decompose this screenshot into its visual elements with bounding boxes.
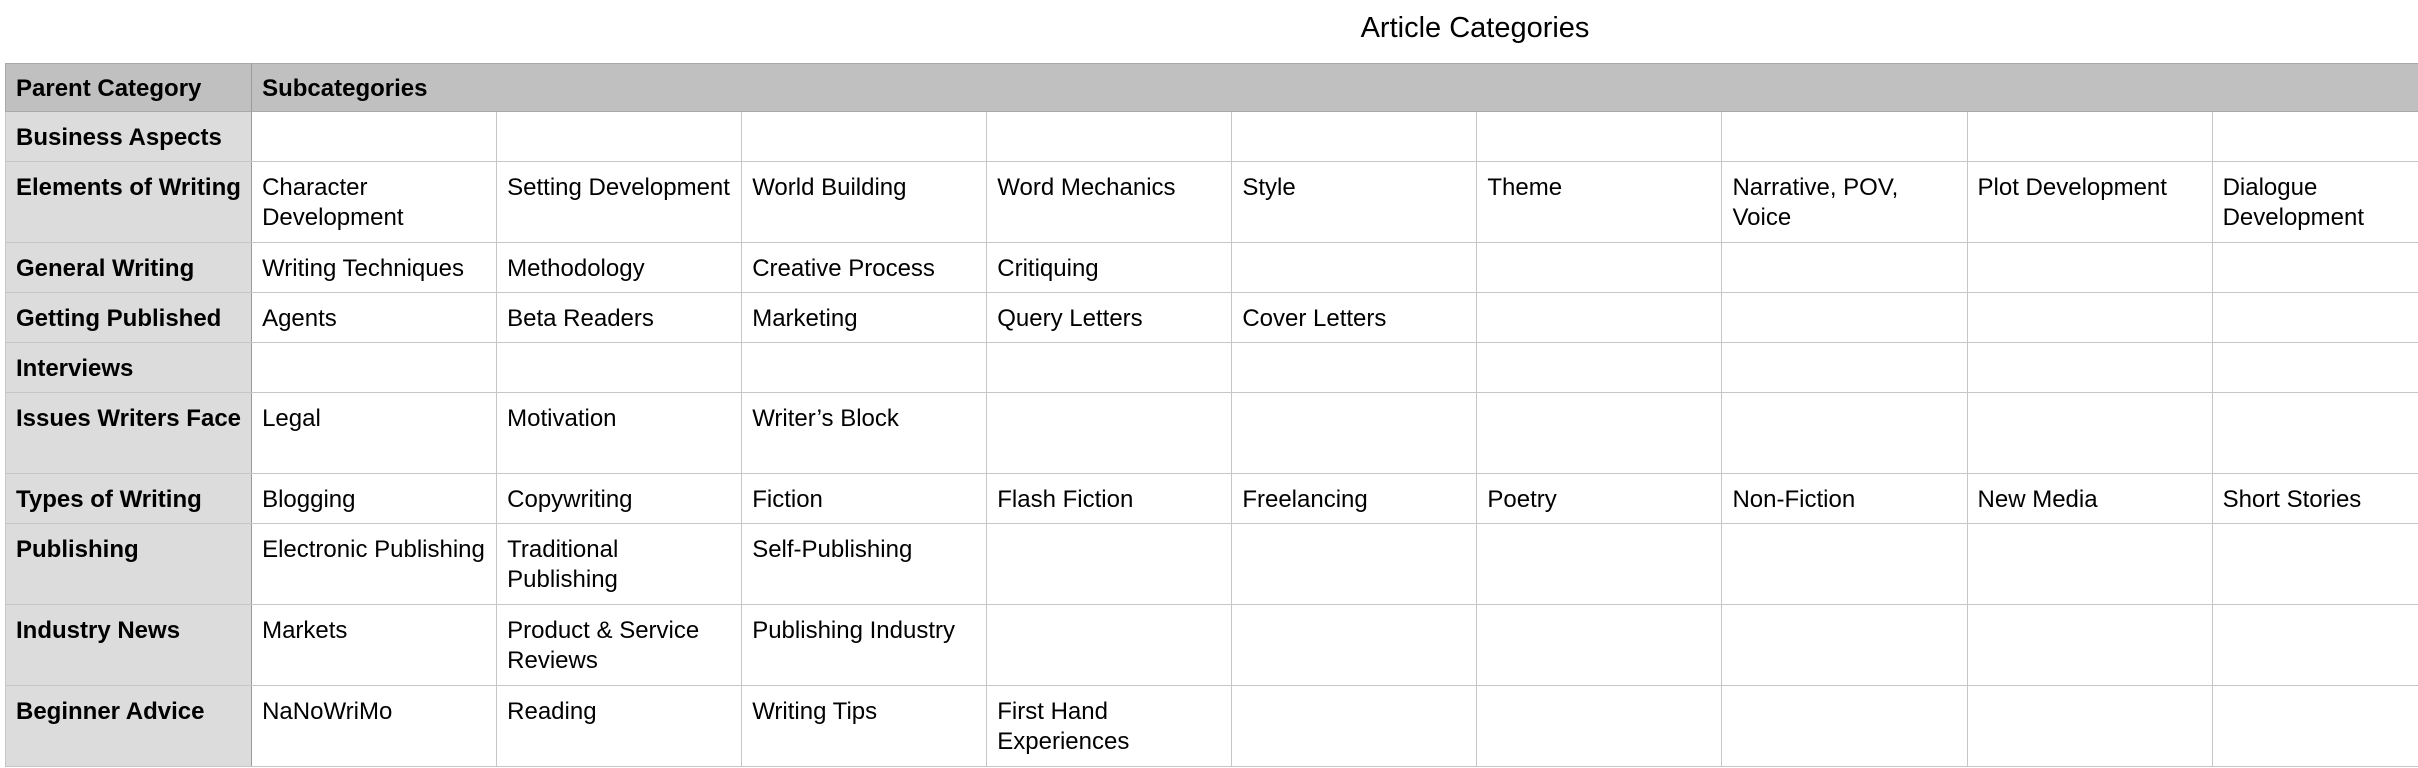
- subcategory-cell[interactable]: [2212, 343, 2418, 393]
- subcategory-cell[interactable]: [1722, 524, 1967, 605]
- subcategory-cell[interactable]: Word Mechanics: [987, 162, 1232, 243]
- subcategory-cell[interactable]: [1232, 243, 1477, 293]
- subcategory-cell[interactable]: [1722, 243, 1967, 293]
- subcategory-cell[interactable]: [497, 343, 742, 393]
- subcategory-cell[interactable]: [1967, 112, 2212, 162]
- table-row: [6, 524, 2418, 605]
- subcategory-cell[interactable]: [1477, 686, 1722, 767]
- parent-category-cell[interactable]: General Writing: [6, 243, 252, 293]
- subcategory-cell[interactable]: Theme: [1477, 162, 1722, 243]
- subcategory-cell[interactable]: Non-Fiction: [1722, 474, 1967, 524]
- table-row: [6, 243, 2418, 293]
- subcategory-cell[interactable]: Motivation: [497, 393, 742, 474]
- subcategory-cell[interactable]: [1232, 343, 1477, 393]
- subcategory-cell[interactable]: [2212, 686, 2418, 767]
- table-row: [6, 112, 2418, 162]
- table-row: [6, 605, 2418, 686]
- subcategory-cell[interactable]: [742, 112, 987, 162]
- subcategory-cell[interactable]: Critiquing: [987, 243, 1232, 293]
- subcategory-cell[interactable]: [1477, 293, 1722, 343]
- subcategory-cell[interactable]: Markets: [252, 605, 497, 686]
- subcategory-cell[interactable]: Electronic Publishing: [252, 524, 497, 605]
- table-row: [6, 343, 2418, 393]
- table-row: [6, 393, 2418, 474]
- subcategory-cell[interactable]: [1967, 524, 2212, 605]
- subcategory-cell[interactable]: Writer’s Block: [742, 393, 987, 474]
- parent-category-cell[interactable]: Issues Writers Face: [6, 393, 252, 474]
- subcategory-cell[interactable]: [1722, 393, 1967, 474]
- subcategory-cell[interactable]: Legal: [252, 393, 497, 474]
- parent-category-cell[interactable]: Business Aspects: [6, 112, 252, 162]
- subcategory-cell[interactable]: [1477, 393, 1722, 474]
- subcategory-cell[interactable]: Setting Development: [497, 162, 742, 243]
- subcategory-cell[interactable]: Flash Fiction: [987, 474, 1232, 524]
- parent-category-cell[interactable]: Publishing: [6, 524, 252, 605]
- subcategory-cell[interactable]: [987, 605, 1232, 686]
- subcategory-cell[interactable]: Writing Tips: [742, 686, 987, 767]
- header-row: [6, 64, 2418, 112]
- page-title: Article Categories: [1360, 12, 1590, 44]
- subcategory-cell[interactable]: [1232, 524, 1477, 605]
- subcategory-cell[interactable]: [2212, 605, 2418, 686]
- subcategory-cell[interactable]: [2212, 393, 2418, 474]
- subcategory-cell[interactable]: Self-Publishing: [742, 524, 987, 605]
- table-row: [6, 162, 2418, 243]
- subcategory-cell[interactable]: [1722, 293, 1967, 343]
- table-row: [6, 686, 2418, 767]
- subcategory-cell[interactable]: Writing Techniques: [252, 243, 497, 293]
- subcategory-cell[interactable]: [497, 112, 742, 162]
- subcategory-cell[interactable]: Blogging: [252, 474, 497, 524]
- subcategory-cell[interactable]: Narrative, POV, Voice: [1722, 162, 1967, 243]
- subcategory-cell[interactable]: Product & Service Reviews: [497, 605, 742, 686]
- subcategory-cell[interactable]: World Building: [742, 162, 987, 243]
- subcategory-cell[interactable]: Style: [1232, 162, 1477, 243]
- subcategory-cell[interactable]: [1967, 343, 2212, 393]
- subcategory-cell[interactable]: [2212, 243, 2418, 293]
- subcategory-cell[interactable]: Traditional Publishing: [497, 524, 742, 605]
- subcategory-cell[interactable]: [1232, 112, 1477, 162]
- subcategory-cell[interactable]: Cover Letters: [1232, 293, 1477, 343]
- subcategory-cell[interactable]: [1722, 605, 1967, 686]
- subcategory-cell[interactable]: Reading: [497, 686, 742, 767]
- subcategory-cell[interactable]: [1477, 112, 1722, 162]
- parent-category-cell[interactable]: Getting Published: [6, 293, 252, 343]
- subcategory-cell[interactable]: [1967, 393, 2212, 474]
- subcategory-cell[interactable]: [987, 112, 1232, 162]
- subcategory-cell[interactable]: [2212, 293, 2418, 343]
- subcategory-cell[interactable]: [1967, 243, 2212, 293]
- subcategory-cell[interactable]: [252, 112, 497, 162]
- subcategory-cell[interactable]: [1477, 243, 1722, 293]
- subcategory-cell[interactable]: [1477, 605, 1722, 686]
- subcategory-cell[interactable]: [1967, 605, 2212, 686]
- subcategory-cell[interactable]: Creative Process: [742, 243, 987, 293]
- parent-category-cell[interactable]: Elements of Writing: [6, 162, 252, 243]
- subcategory-cell[interactable]: Character Development: [252, 162, 497, 243]
- subcategory-cell[interactable]: Agents: [252, 293, 497, 343]
- subcategory-cell[interactable]: [987, 393, 1232, 474]
- subcategory-cell[interactable]: [1477, 343, 1722, 393]
- subcategory-cell[interactable]: [1232, 393, 1477, 474]
- subcategory-cell[interactable]: Poetry: [1477, 474, 1722, 524]
- table-row: [6, 293, 2418, 343]
- parent-category-cell[interactable]: Types of Writing: [6, 474, 252, 524]
- subcategory-cell[interactable]: Short Stories: [2212, 474, 2418, 524]
- subcategory-cell[interactable]: First Hand Experiences: [987, 686, 1232, 767]
- subcategory-cell[interactable]: [2212, 112, 2418, 162]
- subcategory-cell[interactable]: [1477, 524, 1722, 605]
- subcategory-cell[interactable]: Publishing Industry: [742, 605, 987, 686]
- article-categories-table: [5, 63, 2418, 767]
- header-subcategories[interactable]: Subcategories: [252, 64, 2418, 112]
- parent-category-cell[interactable]: Industry News: [6, 605, 252, 686]
- subcategory-cell[interactable]: Marketing: [742, 293, 987, 343]
- subcategory-cell[interactable]: NaNoWriMo: [252, 686, 497, 767]
- subcategory-cell[interactable]: [2212, 524, 2418, 605]
- subcategory-cell[interactable]: New Media: [1967, 474, 2212, 524]
- subcategory-cell[interactable]: Copywriting: [497, 474, 742, 524]
- subcategory-cell[interactable]: Dialogue Development: [2212, 162, 2418, 243]
- subcategory-cell[interactable]: Freelancing: [1232, 474, 1477, 524]
- subcategory-cell[interactable]: [1722, 686, 1967, 767]
- subcategory-cell[interactable]: [1232, 605, 1477, 686]
- subcategory-cell[interactable]: [987, 343, 1232, 393]
- subcategory-cell[interactable]: [1722, 112, 1967, 162]
- subcategory-cell[interactable]: Plot Development: [1967, 162, 2212, 243]
- table-row: [6, 474, 2418, 524]
- subcategory-cell[interactable]: [742, 343, 987, 393]
- subcategory-cell[interactable]: Query Letters: [987, 293, 1232, 343]
- subcategory-cell[interactable]: [987, 524, 1232, 605]
- subcategory-cell[interactable]: [1232, 686, 1477, 767]
- subcategory-cell[interactable]: [1967, 686, 2212, 767]
- subcategory-cell[interactable]: [252, 343, 497, 393]
- subcategory-cell[interactable]: [1722, 343, 1967, 393]
- header-parent-category[interactable]: Parent Category: [6, 64, 252, 112]
- parent-category-cell[interactable]: Interviews: [6, 343, 252, 393]
- parent-category-cell[interactable]: Beginner Advice: [6, 686, 252, 767]
- subcategory-cell[interactable]: Beta Readers: [497, 293, 742, 343]
- table-body: [6, 112, 2418, 767]
- subcategory-cell[interactable]: Fiction: [742, 474, 987, 524]
- subcategory-cell[interactable]: [1967, 293, 2212, 343]
- subcategory-cell[interactable]: Methodology: [497, 243, 742, 293]
